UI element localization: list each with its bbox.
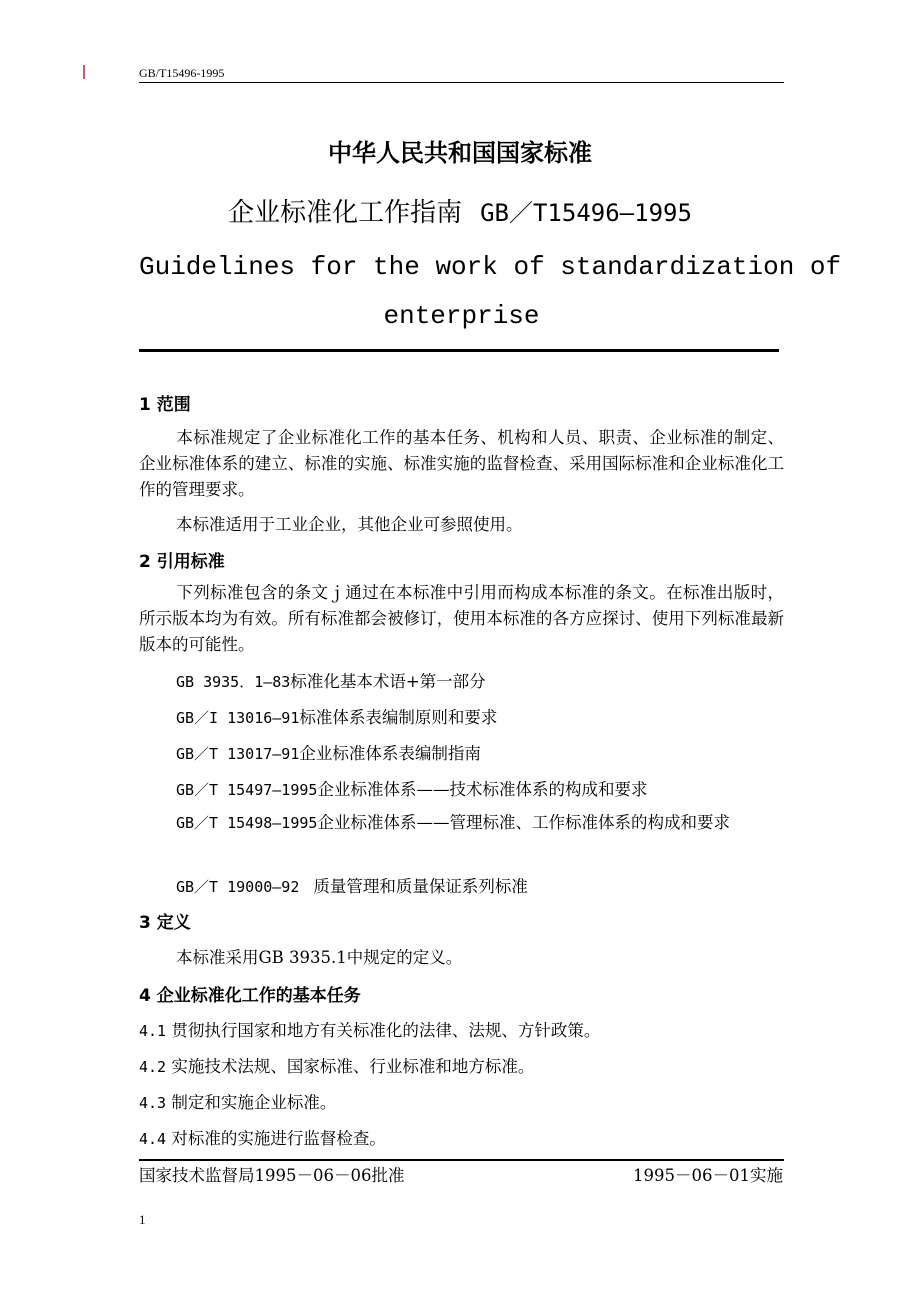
list-item: 4.4 对标准的实施进行监督检查。	[139, 1129, 386, 1148]
approval-note: 国家技术监督局1995－06－06批准	[139, 1166, 405, 1185]
header-rule	[139, 82, 784, 83]
reference-item: GB／T 13017—91企业标准体系表编制指南	[176, 744, 481, 763]
list-item: 4.2 实施技术法规、国家标准、行业标准和地方标准。	[139, 1057, 535, 1076]
reference-item: GB／I 13016—91标准体系表编制原则和要求	[176, 708, 498, 727]
reference-item: GB／T 15498—1995企业标准体系——管理标准、工作标准体系的构成和要求	[176, 813, 730, 832]
reference-item: GB／T 15497—1995企业标准体系——技术标准体系的构成和要求	[176, 780, 648, 799]
title-rule	[139, 349, 779, 352]
section-4-heading: 4 企业标准化工作的基本任务	[139, 986, 361, 1006]
section-2-paragraph-1: 下列标准包含的条文ｊ通过在本标准中引用而构成本标准的条文。在标准出版时，所示版本均为有效。所有标准都会被修订，使用本标准的各方应探讨、使用下列标准最新版本的可能性。	[139, 583, 784, 654]
section-1-paragraph-1: 本标准规定了企业标准化工作的基本任务、机构和人员、职责、企业标准的制定、企业标准体系的建立、标准的实施、标准实施的监督检查、采用国际标准和企业标准化工作的管理要求。	[139, 428, 784, 499]
header-code: GB/T15496-1995	[139, 66, 225, 80]
effective-date: 1995－06－01实施	[633, 1166, 783, 1185]
reference-item: GB／T 19000—92 质量管理和质量保证系列标准	[176, 877, 528, 896]
list-item: 4.1 贯彻执行国家和地方有关标准化的法律、法规、方针政策。	[139, 1021, 601, 1040]
margin-mark	[83, 65, 85, 79]
english-title-line1: Guidelines for the work of standardization of	[139, 252, 842, 282]
section-3-heading: 3 定义	[139, 913, 191, 933]
section-3-paragraph-1: 本标准采用GB 3935.1中规定的定义。	[176, 948, 463, 967]
document-title-code: GB／T15496—1995	[480, 199, 692, 227]
page-number: 1	[139, 1212, 146, 1227]
document-title-name: 企业标准化工作指南	[228, 198, 463, 228]
list-item: 4.3 制定和实施企业标准。	[139, 1093, 337, 1112]
national-standard-title: 中华人民共和国国家标准	[328, 139, 592, 167]
section-2-heading: 2 引用标准	[139, 552, 225, 572]
section-1-heading: 1 范围	[139, 395, 191, 415]
section-1-paragraph-2: 本标准适用于工业企业，其他企业可参照使用。	[176, 515, 523, 534]
footer-rule	[139, 1159, 784, 1161]
reference-item: GB 3935．1—83标准化基本术语+第一部分	[176, 672, 486, 691]
document-title	[0, 192, 920, 229]
english-title-line2: enterprise	[383, 301, 540, 331]
